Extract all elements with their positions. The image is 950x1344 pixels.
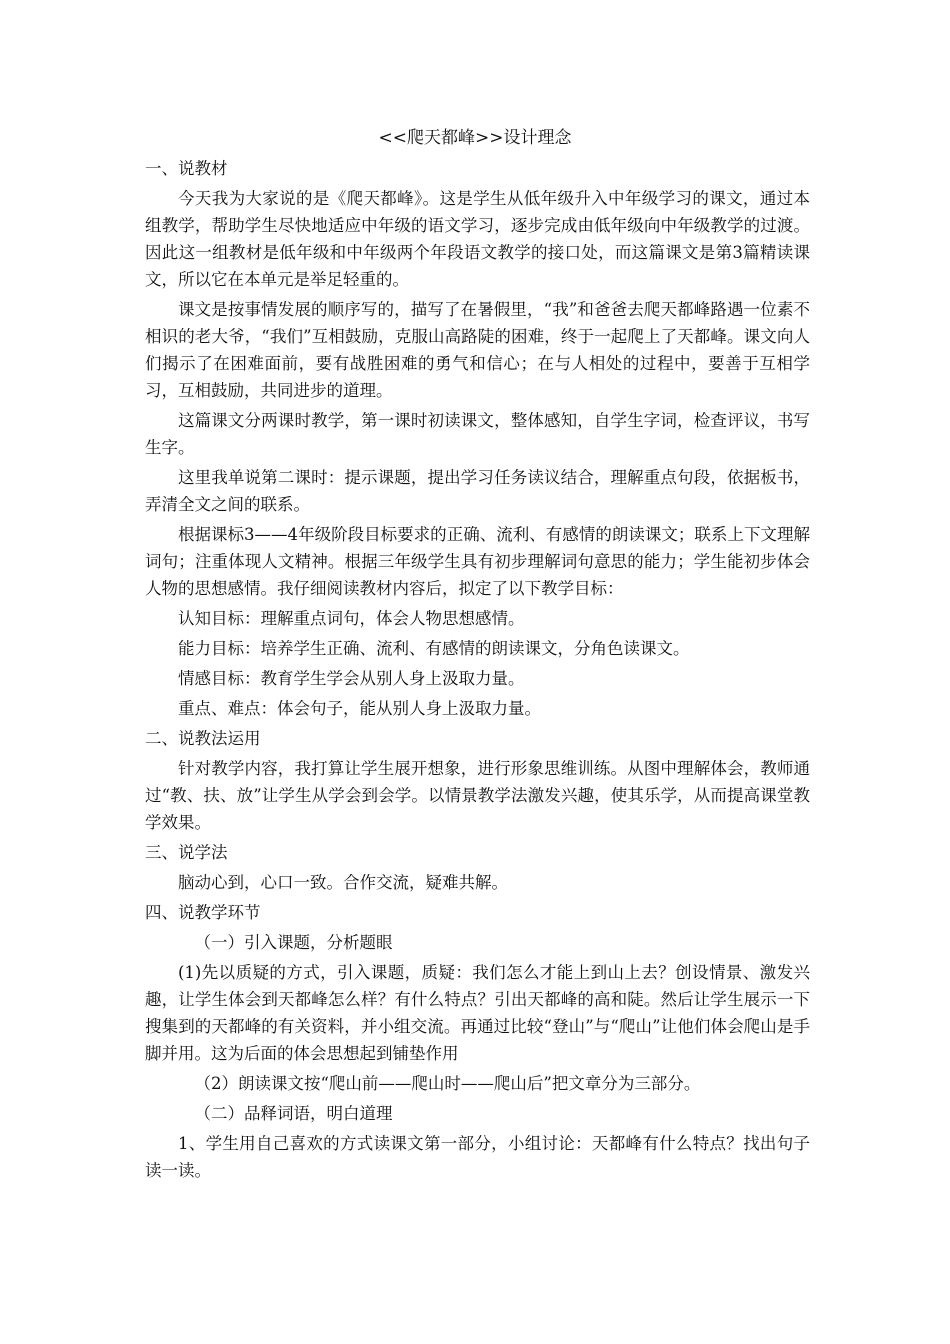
- paragraph: 根据课标3——4年级阶段目标要求的正确、流利、有感情的朗读课文；联系上下文理解词句；注重体现人文精神。根据三年级学生具有初步理解词句意思的能力；学生能初步体会人物的思想感情。我仔细阅读教材内容后，拟定了以下教学目标：: [145, 525, 810, 598]
- paragraph: 针对教学内容，我打算让学生展开想象，进行形象思维训练。从图中理解体会，教师通过“教、扶、放”让学生从学会到会学。以情景教学法激发兴趣，使其乐学，从而提高课堂教学效果。: [145, 759, 810, 832]
- paragraph: 课文是按事情发展的顺序写的，描写了在暑假里，“我”和爸爸去爬天都峰路遇一位素不相识的老大爷，“我们”互相鼓励，克服山高路陡的困难，终于一起爬上了天都峰。课文向人们揭示了在困难面前，要有战胜困难的勇气和信心；在与人相处的过程中，要善于互相学习，互相鼓励，共同进步的道理。: [145, 300, 810, 400]
- paragraph: 这篇课文分两课时教学，第一课时初读课文，整体感知，自学生字词，检查评议，书写生字。: [145, 411, 810, 457]
- paragraph: 重点、难点：体会句子，能从别人身上汲取力量。: [178, 699, 541, 718]
- paragraph: 脑动心到，心口一致。合作交流，疑难共解。: [178, 873, 508, 892]
- section-heading: 三、说学法: [145, 843, 228, 862]
- paragraph: 1、学生用自己喜欢的方式读课文第一部分，小组讨论：天都峰有什么特点？找出句子读一读。: [145, 1134, 810, 1180]
- paragraph: 今天我为大家说的是《爬天都峰》。这是学生从低年级升入中年级学习的课文，通过本组教学，帮助学生尽快地适应中年级的语文学习，逐步完成由低年级向中年级教学的过渡。因此这一组教材是低年级和中年级两个年段语文教学的接口处，而这篇课文是第3篇精读课文，所以它在本单元是举足轻重的。: [145, 189, 810, 289]
- paragraph: 这里我单说第二课时：提示课题，提出学习任务读议结合，理解重点句段，依据板书，弄清全文之间的联系。: [145, 468, 810, 514]
- subsection-heading: （一）引入课题，分析题眼: [194, 933, 393, 952]
- paragraph: 认知目标：理解重点词句，体会人物思想感情。: [178, 609, 525, 628]
- section-heading: 二、说教法运用: [145, 729, 261, 748]
- section-heading: 一、说教材: [145, 159, 228, 178]
- section-heading: 四、说教学环节: [145, 903, 261, 922]
- paragraph: (1)先以质疑的方式，引入课题，质疑：我们怎么才能上到山上去？创设情景、激发兴趣，让学生体会到天都峰怎么样？有什么特点？引出天都峰的高和陡。然后让学生展示一下搜集到的天都峰的有关资料，并小组交流。再通过比较“登山”与“爬山”让他们体会爬山是手脚并用。这为后面的体会思想起到铺垫作用: [145, 963, 810, 1063]
- paragraph: 情感目标：教育学生学会从别人身上汲取力量。: [178, 669, 525, 688]
- subsection-heading: （二）品释词语，明白道理: [194, 1104, 393, 1123]
- document-title: <<爬天都峰>>设计理念: [378, 128, 572, 148]
- document-body: [145, 155, 810, 1187]
- paragraph: 能力目标：培养学生正确、流利、有感情的朗读课文，分角色读课文。: [178, 639, 690, 658]
- paragraph: （2）朗读课文按“爬山前——爬山时——爬山后”把文章分为三部分。: [194, 1074, 701, 1093]
